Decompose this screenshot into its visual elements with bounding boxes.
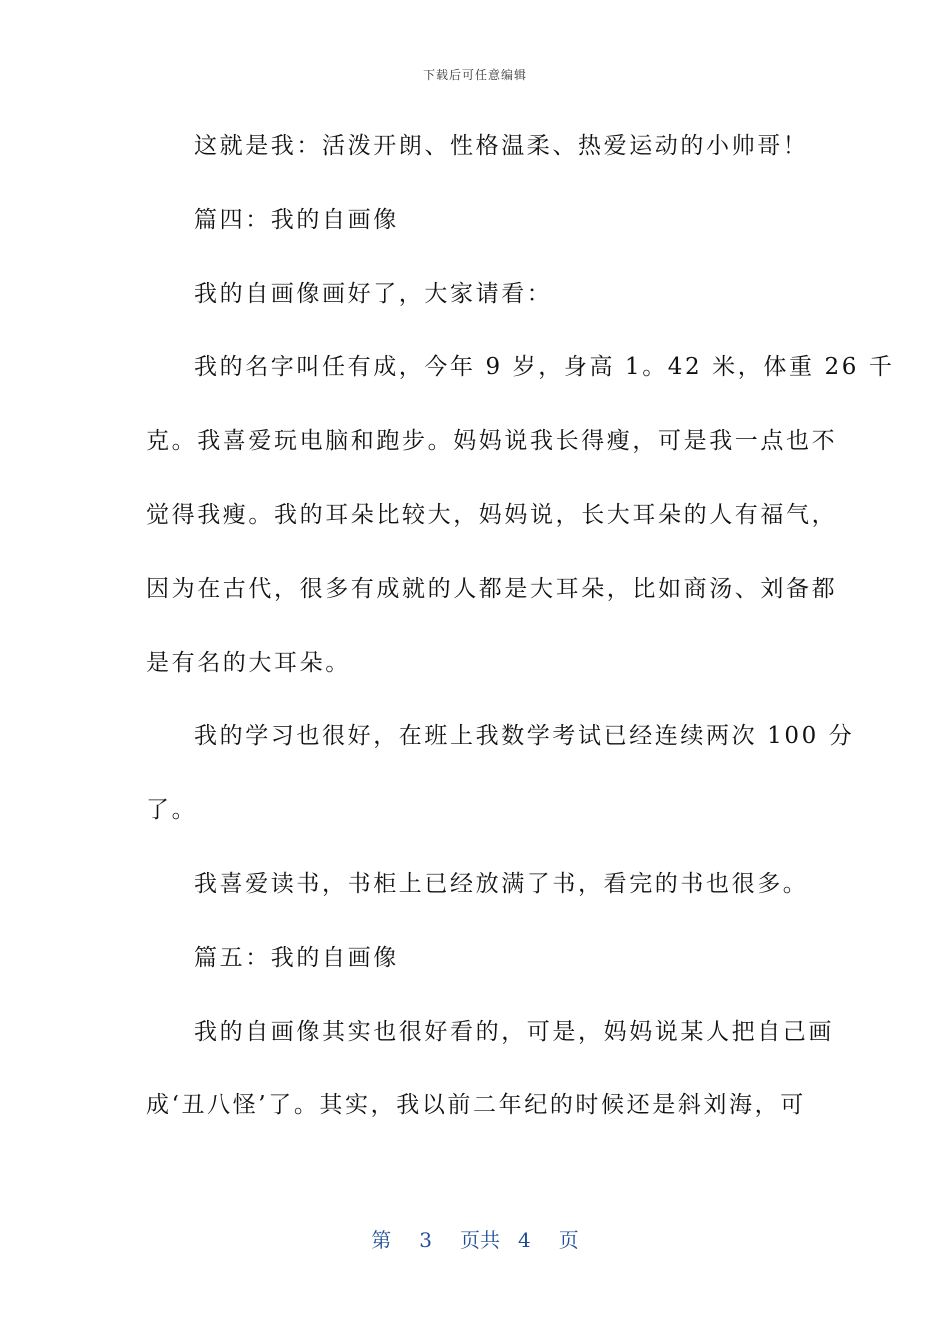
total-pages-number: 4 xyxy=(518,1228,531,1252)
paragraph-line: 我的自画像画好了，大家请看： xyxy=(194,280,553,307)
paragraph-line: 是有名的大耳朵。 xyxy=(146,649,351,676)
paragraph-line: 这就是我：活泼开朗、性格温柔、热爱运动的小帅哥！ xyxy=(194,133,809,159)
paragraph-line: 成‘丑八怪’了。其实，我以前二年纪的时候还是斜刘海，可 xyxy=(146,1092,806,1119)
paragraph-line: 了。 xyxy=(146,797,198,824)
page-header: 下载后可任意编辑 xyxy=(422,68,527,82)
paragraph-line: 觉得我瘦。我的耳朵比较大，妈妈说，长大耳朵的人有福气， xyxy=(146,501,838,528)
paragraph-line: 我的学习也很好，在班上我数学考试已经连续两次 100 分 xyxy=(194,723,855,750)
paragraph-line: 因为在古代，很多有成就的人都是大耳朵，比如商汤、刘备都 xyxy=(146,575,838,602)
current-page-number: 3 xyxy=(419,1228,432,1252)
paragraph-line: 我喜爱读书，书柜上已经放满了书，看完的书也很多。 xyxy=(194,870,809,897)
paragraph-line: 克。我喜爱玩电脑和跑步。妈妈说我长得瘦，可是我一点也不 xyxy=(146,428,838,455)
paragraph-line: 我的名字叫任有成，今年 9 岁，身高 1。42 米，体重 26 千 xyxy=(194,354,895,381)
document-body xyxy=(146,124,895,1157)
page-label-prefix: 第 xyxy=(371,1228,392,1252)
section-heading: 篇四：我的自画像 xyxy=(194,206,399,233)
page-label-mid: 页共 xyxy=(460,1228,500,1252)
page-label-suffix: 页 xyxy=(558,1228,579,1252)
section-heading: 篇五：我的自画像 xyxy=(194,944,399,971)
page-footer xyxy=(0,1224,950,1253)
paragraph-line: 我的自画像其实也很好看的，可是，妈妈说某人把自己画 xyxy=(194,1018,834,1045)
